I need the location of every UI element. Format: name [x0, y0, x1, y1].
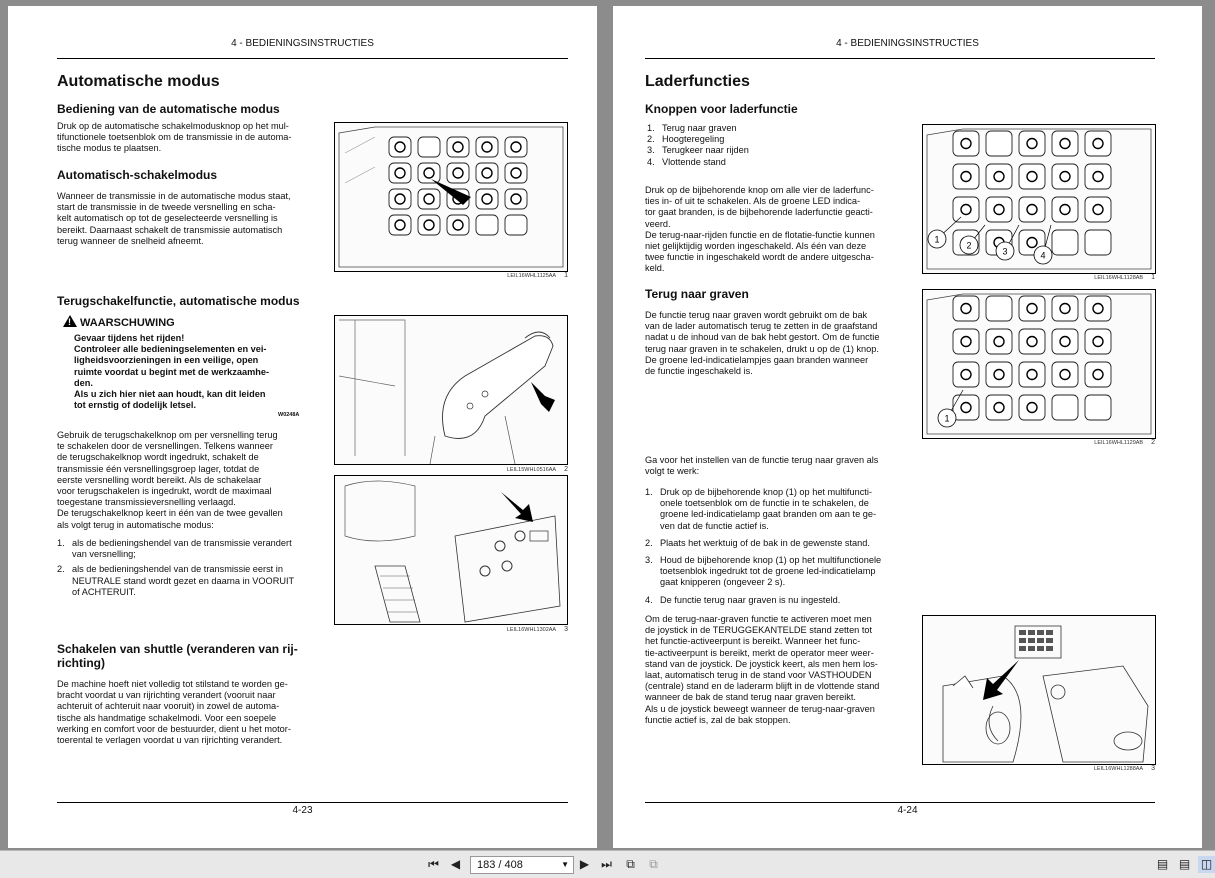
numbered-list: 1. Druk op de bijbehorende knop (1) op het multifuncti- onele toetsenblok om de functie in te schakelen, de groene led-indicatielamp gaat branden om aan te ge- ven dat de functie actief is. 2. Plaats het werktuig of de bak in de gewenste stand. 3. Houd de bijbehorende knop (1) op het multifunctionele toetsenblok ingedrukt tot de groene led-indicatielamp gaat knipperen (ongeveer 2 s). 4. De functie terug naar graven is nu ingesteld. — [645, 487, 882, 605]
keypad-grid — [389, 137, 527, 235]
section-title: Knoppen voor laderfunctie — [645, 102, 798, 116]
keypad-button — [1052, 296, 1078, 321]
keypad-button — [1085, 164, 1111, 189]
continuous-view-icon[interactable]: ▤ — [1178, 857, 1191, 871]
paragraph: Wanneer de transmissie in de automatische modus staat, start de transmissie in de tweede versnelling en scha- kelt automatisch op tot de geselecteerde versnelling is bereikt. Daarnaast schakelt de transmissie automatisch terug wanneer de snelheid afneemt. — [57, 191, 291, 246]
figure-console — [334, 475, 568, 625]
keypad-button — [1052, 362, 1078, 387]
section-title: Automatisch-schakelmodus — [57, 168, 218, 182]
callout-number: 2 — [966, 240, 972, 251]
paragraph: Gebruik de terugschakelknop om per versnelling terug te schakelen door de versnellingen. Telkens wanneer de terugschakelknop wordt ingedrukt, schakelt de transmissie één versnellingsgroep lager, totdat de eerste versnelling wordt bereikt. Als de schakelaar voor terugschakelen is ingedrukt, wordt de maximaal toegestane transmissieversnelling verlaagd. De terugschakelknop keert in één van de twee gevallen als volgt terug in automatische modus: — [57, 430, 283, 530]
page-number: 4-23 — [292, 805, 313, 816]
next-page-button[interactable]: ▶ — [579, 857, 590, 871]
keypad-button — [1085, 329, 1111, 354]
keypad-button — [1019, 131, 1045, 156]
console-illustration — [335, 476, 567, 624]
keypad-button — [953, 197, 979, 222]
paragraph: De machine hoeft niet volledig tot stilstand te worden ge- bracht voordat u van rijrichting verandert (vooruit naar achteruit of achteruit naar vooruit) in zowel de automa- tische als handmatige schakelmodi. Voor een soepele werking en comfort voor de bestuurder, dient u het motor- toerental te verlagen voordat u van rijrichting verandert. — [57, 679, 291, 746]
keypad-button — [953, 362, 979, 387]
keypad-button — [389, 215, 411, 235]
keypad-button — [986, 131, 1012, 156]
keypad-button — [1085, 362, 1111, 387]
keypad-button — [1085, 131, 1111, 156]
paragraph: De functie terug naar graven wordt gebruikt om de bak van de lader automatisch terug te zetten in de graafstand nadat u de inhoud van de bak hebt gestort. Om de functie terug naar graven in te schakelen, drukt u op de (1) knop. De groene led-indicatielampjes gaan branden wanneer de functie ingeschakeld is. — [645, 310, 880, 377]
page-title: Automatische modus — [57, 73, 220, 90]
keypad-button — [1019, 296, 1045, 321]
keypad-button — [1052, 164, 1078, 189]
page-4-23 — [8, 6, 597, 848]
keypad-button — [505, 189, 527, 209]
figure-joystick — [334, 315, 568, 465]
keypad-button — [389, 189, 411, 209]
figure-caption: LEIL16WHL1302AA 3 — [506, 626, 568, 633]
keypad-button — [953, 395, 979, 420]
running-header: 4 - BEDIENINGSINSTRUCTIES — [836, 38, 979, 49]
cab-illustration — [923, 616, 1155, 764]
joystick-illustration — [335, 316, 567, 464]
keypad-button — [476, 163, 498, 183]
figure-caption: LEIL15WHL0516AA 2 — [506, 466, 568, 473]
page-4-24 — [613, 6, 1202, 848]
keypad-button — [953, 329, 979, 354]
callout-number: 1 — [934, 234, 940, 245]
keypad-button — [1052, 230, 1078, 255]
pdf-navigation-toolbar — [0, 850, 1215, 878]
keypad-button — [1019, 329, 1045, 354]
keypad-button — [986, 395, 1012, 420]
paragraph: Ga voor het instellen van de functie terug naar graven als volgt te werk: — [645, 455, 879, 477]
figure-loader-keypad — [922, 124, 1156, 274]
warning-triangle-icon: ! — [63, 315, 77, 327]
pointer-arrow — [531, 382, 555, 412]
keypad-button — [1052, 197, 1078, 222]
header-rule — [645, 58, 1155, 59]
paragraph: Druk op de automatische schakelmodusknop op het mul- tifunctionele toetsenblok om de transmissie in de automa- tische modus te plaatsen. — [57, 121, 292, 154]
running-header: 4 - BEDIENINGSINSTRUCTIES — [231, 38, 374, 49]
keypad-button — [447, 215, 469, 235]
keypad-button — [476, 189, 498, 209]
keypad-button — [418, 137, 440, 157]
callout-number: 4 — [1040, 250, 1046, 261]
callout-number: 3 — [1002, 246, 1008, 257]
figure-cab-joystick — [922, 615, 1156, 765]
pointer-arrow — [501, 492, 533, 522]
paragraph: Om de terug-naar-graven functie te activeren moet men de joystick in de TERUGGEKANTELDE stand zetten tot het functie-activeerpunt is bereikt. Wanneer het func- tie-activeerpunt is bereikt, merkt de operator meer weer- stand van de joystick. De joystick keert, als men hem los- laat, automatisch terug in de stand voor VASTHOUDEN (centrale) stand en de laderarm blijft in de vlottende stand wanneer de bak de stand terug naar graven bereikt. Als u de joystick beweegt wanneer de terug-naar-graven functie actief is, zal de bak stoppen. — [645, 614, 880, 725]
numbered-list: 1. Terug naar graven 2. Hoogteregeling 3. Terugkeer naar rijden 4. Vlottende stand — [647, 123, 749, 167]
keypad-button — [986, 362, 1012, 387]
keypad-grid — [953, 296, 1111, 420]
keypad-button — [1019, 362, 1045, 387]
section-title: Terugschakelfunctie, automatische modus — [57, 294, 300, 308]
callout-number: 1 — [944, 413, 950, 424]
keypad-button — [1019, 395, 1045, 420]
keypad-illustration — [923, 290, 1155, 438]
page-number: 4-24 — [897, 805, 918, 816]
keypad-button — [418, 189, 440, 209]
page-select[interactable] — [470, 856, 574, 874]
single-page-view-icon[interactable]: ▤ — [1156, 857, 1169, 871]
paragraph: Druk op de bijbehorende knop om alle vier de laderfunc- ties in- of uit te schakelen. Als de groene LED indica- tor gaat branden, is de bijbehorende laderfunctie geacti- veerd. De terug-naar-rijden functie en de flotatie-functie kunnen niet gelijktijdig worden ingeschakeld. Als één van deze twee functie in ingeschakeld wordt de andere uitgescha- keld. — [645, 185, 875, 274]
keypad-button — [986, 329, 1012, 354]
keypad-button — [1052, 131, 1078, 156]
first-page-button[interactable]: ⏮ — [428, 857, 439, 871]
page-select-value: 183 / 408 — [477, 859, 523, 871]
footer-rule — [57, 802, 568, 803]
pointer-arrow — [983, 660, 1019, 700]
two-page-view-icon[interactable]: ◫ — [1198, 856, 1215, 873]
keypad-button — [1052, 329, 1078, 354]
keypad-illustration — [923, 125, 1155, 273]
page-title: Laderfuncties — [645, 73, 750, 90]
previous-page-button[interactable]: ◀ — [450, 857, 461, 871]
figure-caption: LEIL16WHL1125AA 1 — [507, 272, 568, 279]
keypad-button — [389, 137, 411, 157]
keypad-button — [986, 197, 1012, 222]
section-title: Bediening van de automatische modus — [57, 102, 280, 116]
keypad-button — [1019, 197, 1045, 222]
warning-code: W0248A — [278, 412, 300, 418]
keypad-button — [476, 215, 498, 235]
keypad-button — [1052, 395, 1078, 420]
keypad-button — [986, 296, 1012, 321]
last-page-button[interactable]: ⏭ — [601, 857, 612, 871]
keypad-button — [505, 137, 527, 157]
figure-caption: LEIL16WHL1288AA 3 — [1093, 765, 1155, 772]
keypad-button — [1085, 296, 1111, 321]
keypad-grid — [953, 131, 1111, 255]
warning-heading: ! WAARSCHUWING — [63, 315, 175, 329]
figure-loader-keypad-return-to-dig — [922, 289, 1156, 439]
keypad-button — [1085, 230, 1111, 255]
header-rule — [57, 58, 568, 59]
keypad-button — [418, 163, 440, 183]
rotate-page-icon[interactable]: ⧉ — [626, 857, 635, 871]
warning-text: Gevaar tijdens het rijden! Controleer alle bedieningselementen en vei- ligheidsvoorzieningen in een veilige, open ruimte voordat u begint met de werkzaamhe- den. Als u zich hier niet aan houdt, kan dit leiden tot ernstig of dodelijk letsel. — [74, 333, 270, 411]
keypad-button — [986, 164, 1012, 189]
section-title: Terug naar graven — [645, 287, 749, 301]
figure-caption: LEIL16WHL1128AB 1 — [1094, 274, 1155, 281]
chevron-down-icon: ▼ — [561, 860, 569, 869]
keypad-illustration — [335, 123, 567, 271]
keypad-button — [505, 215, 527, 235]
keypad-button — [418, 215, 440, 235]
section-title: Schakelen van shuttle (veranderen van rij- richting) — [57, 642, 298, 670]
keypad-button — [953, 164, 979, 189]
footer-rule — [645, 802, 1155, 803]
keypad-button — [953, 296, 979, 321]
figure-keypad-auto — [334, 122, 568, 272]
keypad-button — [505, 163, 527, 183]
keypad-button — [447, 137, 469, 157]
keypad-button — [1085, 395, 1111, 420]
keypad-button — [447, 163, 469, 183]
figure-caption: LEIL16WHL1129AB 2 — [1094, 439, 1155, 446]
keypad-button — [476, 137, 498, 157]
copy-pages-icon[interactable]: ⧉ — [649, 857, 658, 871]
numbered-list: 1. als de bedieningshendel van de transmissie verandert van versnelling; 2. als de bedieningshendel van de transmissie eerst in NEUTRALE stand wordt gezet en daarna in VOORUIT of ACHTERUIT. — [57, 538, 295, 597]
keypad-button — [953, 131, 979, 156]
keypad-button — [1019, 164, 1045, 189]
keypad-button — [389, 163, 411, 183]
keypad-button — [1085, 197, 1111, 222]
